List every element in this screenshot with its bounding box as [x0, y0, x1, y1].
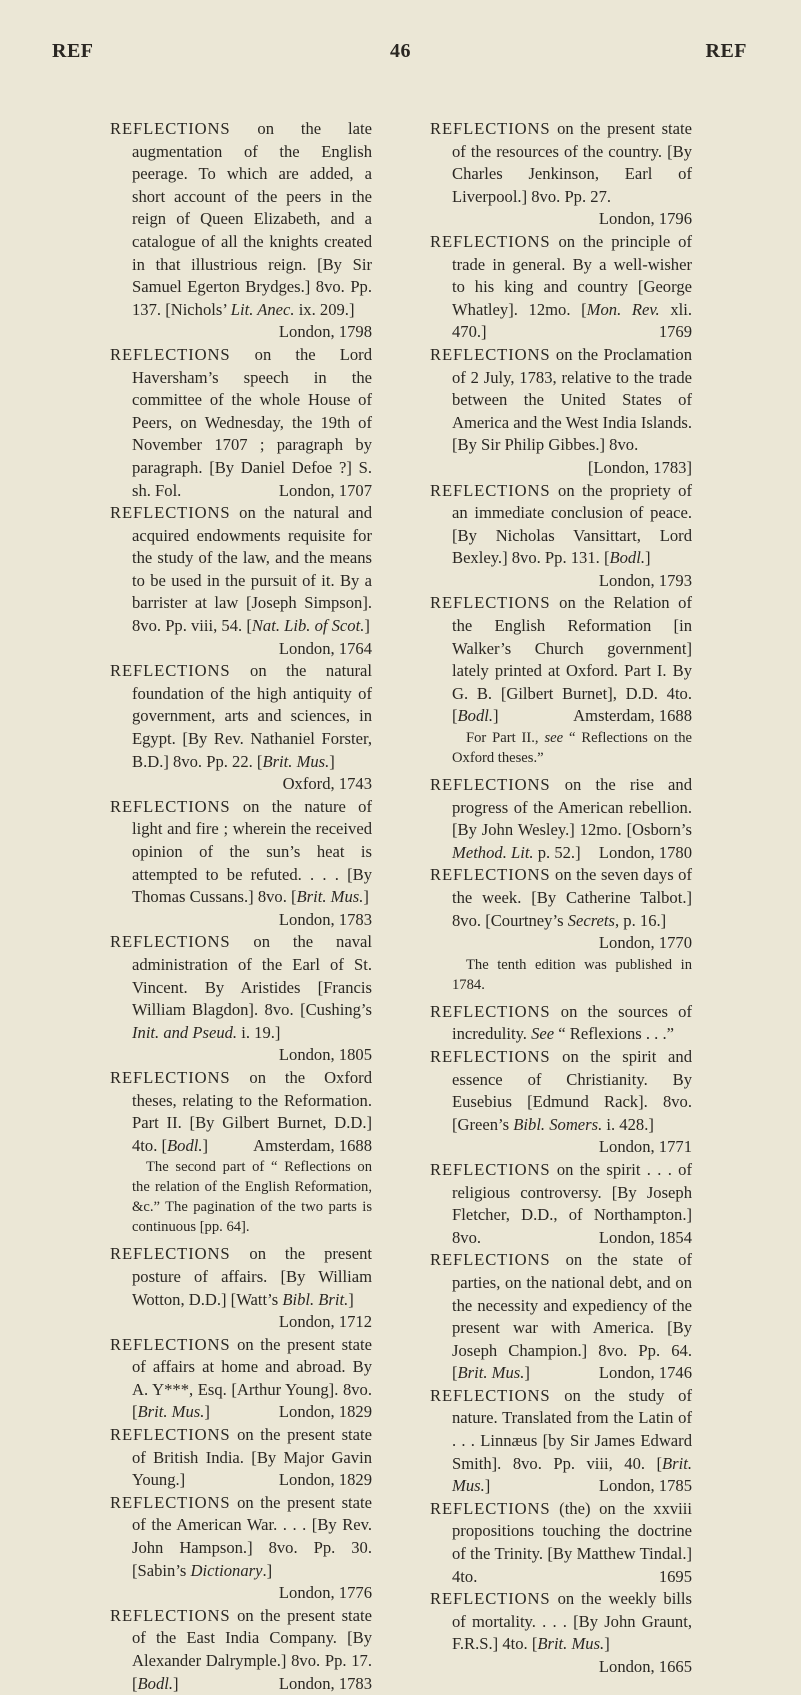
italic-citation: Mon. Rev. — [586, 299, 660, 319]
italic-citation: Bodl. — [167, 1135, 203, 1155]
catalogue-entry — [430, 1249, 692, 1385]
entry-text: ix. 209.] — [294, 299, 355, 319]
italic-citation: Bibl. Brit. — [282, 1289, 349, 1309]
italic-citation: Brit. Mus. — [262, 751, 330, 771]
catalogue-entry — [430, 1498, 692, 1588]
entry-text: ] — [363, 887, 369, 907]
entry-imprint: London, 1805 — [278, 1045, 372, 1065]
catalogue-entry — [430, 1159, 692, 1249]
entry-text: ] — [364, 616, 370, 636]
entry-imprint: London, 1783 — [278, 1673, 372, 1693]
italic-citation: Nat. Lib. of Scot. — [251, 616, 365, 636]
entry-imprint: Oxford, 1743 — [282, 774, 372, 794]
catalogue-entry — [110, 344, 372, 502]
entry-heading: REFLECTIONS — [430, 1385, 551, 1405]
page-number: 46 — [390, 40, 411, 62]
entry-imprint: London, 1665 — [598, 1657, 692, 1676]
entry-heading: REFLECTIONS — [430, 1001, 551, 1021]
entry-text: The second part of “ Reflections on the relation of the English Reformation, &c.” The pagination of the two parts is continuous [pp. 64]. — [132, 1159, 372, 1236]
entry-note — [430, 728, 692, 768]
entry-text: ] — [524, 1363, 530, 1383]
entry-imprint: London, 1854 — [598, 1227, 692, 1247]
entry-text: on the spirit and essence of Christianity. By Eusebius [Edmund Rack]. 8vo. [Green’s — [452, 1046, 692, 1134]
entry-imprint: 1769 — [658, 322, 692, 342]
entry-heading: REFLECTIONS — [110, 1425, 231, 1445]
entry-heading: REFLECTIONS — [430, 480, 551, 500]
entry-text: (the) on the xxviii propositions touching the doctrine of the Trinity. [By Matthew Tindal.] 4to. — [452, 1498, 692, 1586]
catalogue-entry — [430, 774, 692, 864]
italic-citation: Brit. Mus. — [457, 1363, 525, 1383]
entry-heading: REFLECTIONS — [430, 344, 551, 364]
italic-citation: Secrets — [567, 910, 615, 930]
entry-imprint: London, 1746 — [598, 1363, 692, 1383]
entry-text: ] — [604, 1634, 610, 1654]
entry-text: The tenth edition was published in 1784. — [452, 956, 692, 993]
entry-heading: REFLECTIONS — [110, 661, 231, 681]
entry-text: ] — [204, 1402, 210, 1422]
catalogue-entry — [430, 480, 692, 593]
entry-text: on the Proclamation of 2 July, 1783, relative to the trade between the United States of America and the West India Islands. [By Sir Philip Gibbes.] 8vo. — [452, 344, 692, 455]
entry-imprint: London, 1793 — [598, 570, 692, 590]
entry-imprint: London, 1785 — [598, 1476, 692, 1496]
italic-citation: Dictionary — [190, 1560, 263, 1580]
catalogue-entry — [110, 118, 372, 344]
italic-citation: see — [544, 730, 564, 747]
entry-note — [110, 1157, 372, 1237]
entry-heading: REFLECTIONS — [110, 344, 231, 364]
catalogue-entry — [110, 1424, 372, 1492]
entry-text: on the weekly bills of mortality. . . . [By John Graunt, F.R.S.] 4to. [ — [452, 1589, 692, 1654]
italic-citation: Method. Lit. — [452, 842, 534, 862]
italic-citation: Bodl. — [137, 1673, 174, 1693]
italic-citation: Brit. Mus. — [137, 1402, 205, 1422]
entry-text: xli. 470.] — [452, 299, 692, 342]
entry-text: on the study of nature. Translated from the Latin of . . . Linnæus [by Sir James Edward Smith]. 8vo. Pp. viii, 40. [ — [452, 1385, 692, 1473]
entry-text: on the spirit . . . of religious controversy. [By Joseph Fletcher, D.D., of Northampton.] 8vo. — [452, 1159, 692, 1247]
catalogue-entry — [430, 118, 692, 231]
entry-text: on the natural and acquired endowments requisite for the study of the law, and the means to be used in the pursuit of it. By a barrister at law [Joseph Simpson]. 8vo. Pp. viii, 54. [ — [132, 503, 372, 636]
entry-heading: REFLECTIONS — [110, 932, 231, 952]
catalogue-entry — [430, 1385, 692, 1498]
entry-heading: REFLECTIONS — [110, 1492, 231, 1512]
entry-text: on the sources of incredulity. — [452, 1001, 692, 1044]
entry-text: ] — [202, 1135, 209, 1155]
right-column — [430, 118, 692, 1679]
entry-heading: REFLECTIONS — [110, 1067, 231, 1087]
entry-imprint: London, 1712 — [278, 1312, 372, 1332]
left-column — [110, 118, 372, 1695]
entry-heading: REFLECTIONS — [430, 119, 551, 138]
entry-text: ] — [644, 548, 651, 568]
entry-text: p. 52.] — [533, 842, 581, 862]
entry-heading: REFLECTIONS — [430, 1159, 551, 1179]
entry-text: on the natural foundation of the high antiquity of government, arts and sciences, in Egypt. [By Rev. Nathaniel Forster, B.D.] 8vo. Pp. 22. [ — [132, 661, 372, 771]
running-head-right: REF — [705, 40, 747, 62]
entry-text: on the Relation of the English Reformation [in Walker’s Church government] lately printed at Oxford. Part I. By G. B. [Gilbert Burnet], D.D. 4to. [ — [452, 593, 692, 726]
entry-heading: REFLECTIONS — [430, 1250, 551, 1270]
catalogue-entry — [430, 864, 692, 954]
entry-text: “ Reflexions . . .” — [554, 1024, 674, 1044]
catalogue-entry — [430, 1001, 692, 1046]
italic-citation: Lit. Anec. — [230, 299, 295, 319]
italic-citation: See — [531, 1024, 555, 1044]
entry-imprint: London, 1783 — [278, 909, 372, 929]
italic-citation: Brit. Mus. — [537, 1634, 605, 1654]
catalogue-entry — [430, 1588, 692, 1678]
entry-text: on the seven days of the week. [By Catherine Talbot.] 8vo. [Courtney’s — [452, 865, 692, 930]
catalogue-entry — [110, 931, 372, 1067]
entry-text: on the present state of the East India Company. [By Alexander Dalrymple.] 8vo. Pp. 17. [ — [132, 1605, 373, 1693]
catalogue-entry — [430, 592, 692, 728]
italic-citation: Bodl. — [457, 706, 494, 726]
entry-heading: REFLECTIONS — [110, 1605, 231, 1625]
entry-text: on the Oxford theses, relating to the Reformation. Part II. [By Gilbert Burnet, D.D.] 4to. [ — [132, 1067, 372, 1155]
entry-heading: REFLECTIONS — [430, 775, 551, 795]
italic-citation: Bodl. — [609, 548, 645, 568]
entry-note — [430, 955, 692, 995]
entry-text: on the nature of light and fire ; wherein the received opinion of the sun’s heat is attempted to be refuted. . . . [By Thomas Cussans.] 8vo. [ — [132, 796, 372, 907]
entry-imprint: [London, 1783] — [587, 457, 692, 477]
entry-heading: REFLECTIONS — [430, 1498, 551, 1518]
entry-heading: REFLECTIONS — [110, 1334, 231, 1354]
catalogue-entry — [430, 1046, 692, 1159]
catalogue-entry — [110, 1334, 372, 1424]
catalogue-entry — [110, 1605, 372, 1695]
italic-citation: Bibl. Somers. — [513, 1114, 603, 1134]
catalogue-entry — [110, 1067, 372, 1157]
entry-imprint: London, 1780 — [598, 842, 692, 862]
entry-heading: REFLECTIONS — [430, 1589, 551, 1609]
entry-text: For Part II., — [466, 730, 545, 747]
entry-imprint: London, 1829 — [278, 1402, 372, 1422]
entry-text: ] — [329, 751, 335, 771]
entry-heading: REFLECTIONS — [110, 1244, 231, 1264]
entry-text: on the state of parties, on the national debt, and on the necessity and expediency of the present war with America. [By Joseph Champion.] 8vo. Pp. 64. [ — [452, 1250, 692, 1383]
entry-text: “ Reflections on the Oxford theses.” — [452, 730, 692, 767]
entry-text: , p. 16.] — [615, 910, 667, 930]
entry-heading: REFLECTIONS — [430, 231, 551, 251]
entry-text: on the present state of the resources of the country. [By Charles Jenkinson, Earl of Liverpool.] 8vo. Pp. 27. — [452, 119, 693, 206]
entry-text: ] — [493, 706, 499, 726]
catalogue-entry — [110, 660, 372, 796]
entry-text: on the principle of trade in general. By a well-wisher to his king and country [George Whatley]. 12mo. [ — [452, 231, 692, 319]
catalogue-entry — [110, 1243, 372, 1333]
entry-text: i. 19.] — [237, 1022, 281, 1042]
catalogue-entry — [430, 344, 692, 480]
entry-text: ] — [348, 1289, 354, 1309]
entry-heading: REFLECTIONS — [110, 796, 231, 816]
entry-imprint: London, 1776 — [278, 1583, 372, 1603]
italic-citation: Init. and Pseud. — [132, 1022, 238, 1042]
entry-imprint: London, 1796 — [598, 209, 692, 229]
entry-text: on the Lord Haversham’s speech in the committee of the whole House of Peers, on Wednesday, the 19th of November 1707 ; paragraph by paragraph. [By Daniel Defoe ?] S. sh. Fol. — [132, 344, 373, 500]
entry-heading: REFLECTIONS — [110, 503, 231, 523]
italic-citation: Brit. Mus. — [452, 1453, 692, 1496]
entry-heading: REFLECTIONS — [430, 593, 551, 613]
entry-imprint: London, 1770 — [598, 933, 692, 953]
entry-heading: REFLECTIONS — [110, 119, 231, 138]
entry-text: on the naval administration of the Earl of St. Vincent. By Aristides [Francis William Blagdon]. 8vo. [Cushing’s — [132, 932, 372, 1020]
italic-citation: Brit. Mus. — [296, 887, 364, 907]
entry-imprint: London, 1829 — [278, 1470, 372, 1490]
entry-text: on the present state of British India. [By Major Gavin Young.] — [132, 1425, 373, 1490]
entry-text: on the propriety of an immediate conclusion of peace. [By Nicholas Vansittart, Lord Bexley.] 8vo. Pp. 131. [ — [452, 480, 692, 568]
entry-heading: REFLECTIONS — [430, 1046, 551, 1066]
entry-text: on the rise and progress of the American rebellion. [By John Wesley.] 12mo. [Osborn’s — [452, 775, 692, 840]
running-head-left: REF — [52, 40, 94, 62]
entry-text: .] — [262, 1560, 273, 1580]
entry-text: on the present posture of affairs. [By William Wotton, D.D.] [Watt’s — [132, 1244, 372, 1309]
entry-imprint: Amsterdam, 1688 — [253, 1135, 372, 1155]
entry-imprint: London, 1798 — [278, 322, 372, 342]
entry-imprint: Amsterdam, 1688 — [573, 706, 692, 726]
catalogue-entry — [110, 1492, 372, 1605]
entry-text: i. 428.] — [602, 1114, 654, 1134]
entry-text: on the late augmentation of the English peerage. To which are added, a short account of the peers in the reign of Queen Elizabeth, and a catalogue of all the knights created in that illustrious reign. [By Sir Samuel Egerton Brydges.] 8vo. Pp. 137. [Nichols’ — [132, 119, 372, 319]
catalogue-entry — [110, 796, 372, 932]
entry-text: ] — [484, 1476, 491, 1496]
catalogue-entry — [110, 502, 372, 660]
entry-text: on the present state of affairs at home and abroad. By A. Y***, Esq. [Arthur Young]. 8vo. [ — [132, 1334, 373, 1422]
entry-imprint: London, 1707 — [278, 480, 372, 500]
entry-imprint: London, 1771 — [598, 1137, 692, 1157]
entry-heading: REFLECTIONS — [430, 865, 551, 885]
entry-text: on the present state of the American War. . . . [By Rev. John Hampson.] 8vo. Pp. 30. [Sabin’s — [132, 1492, 373, 1580]
catalogue-entry — [430, 231, 692, 344]
entry-imprint: 1695 — [658, 1566, 692, 1586]
entry-imprint: London, 1764 — [278, 638, 372, 658]
entry-text: ] — [173, 1673, 179, 1693]
